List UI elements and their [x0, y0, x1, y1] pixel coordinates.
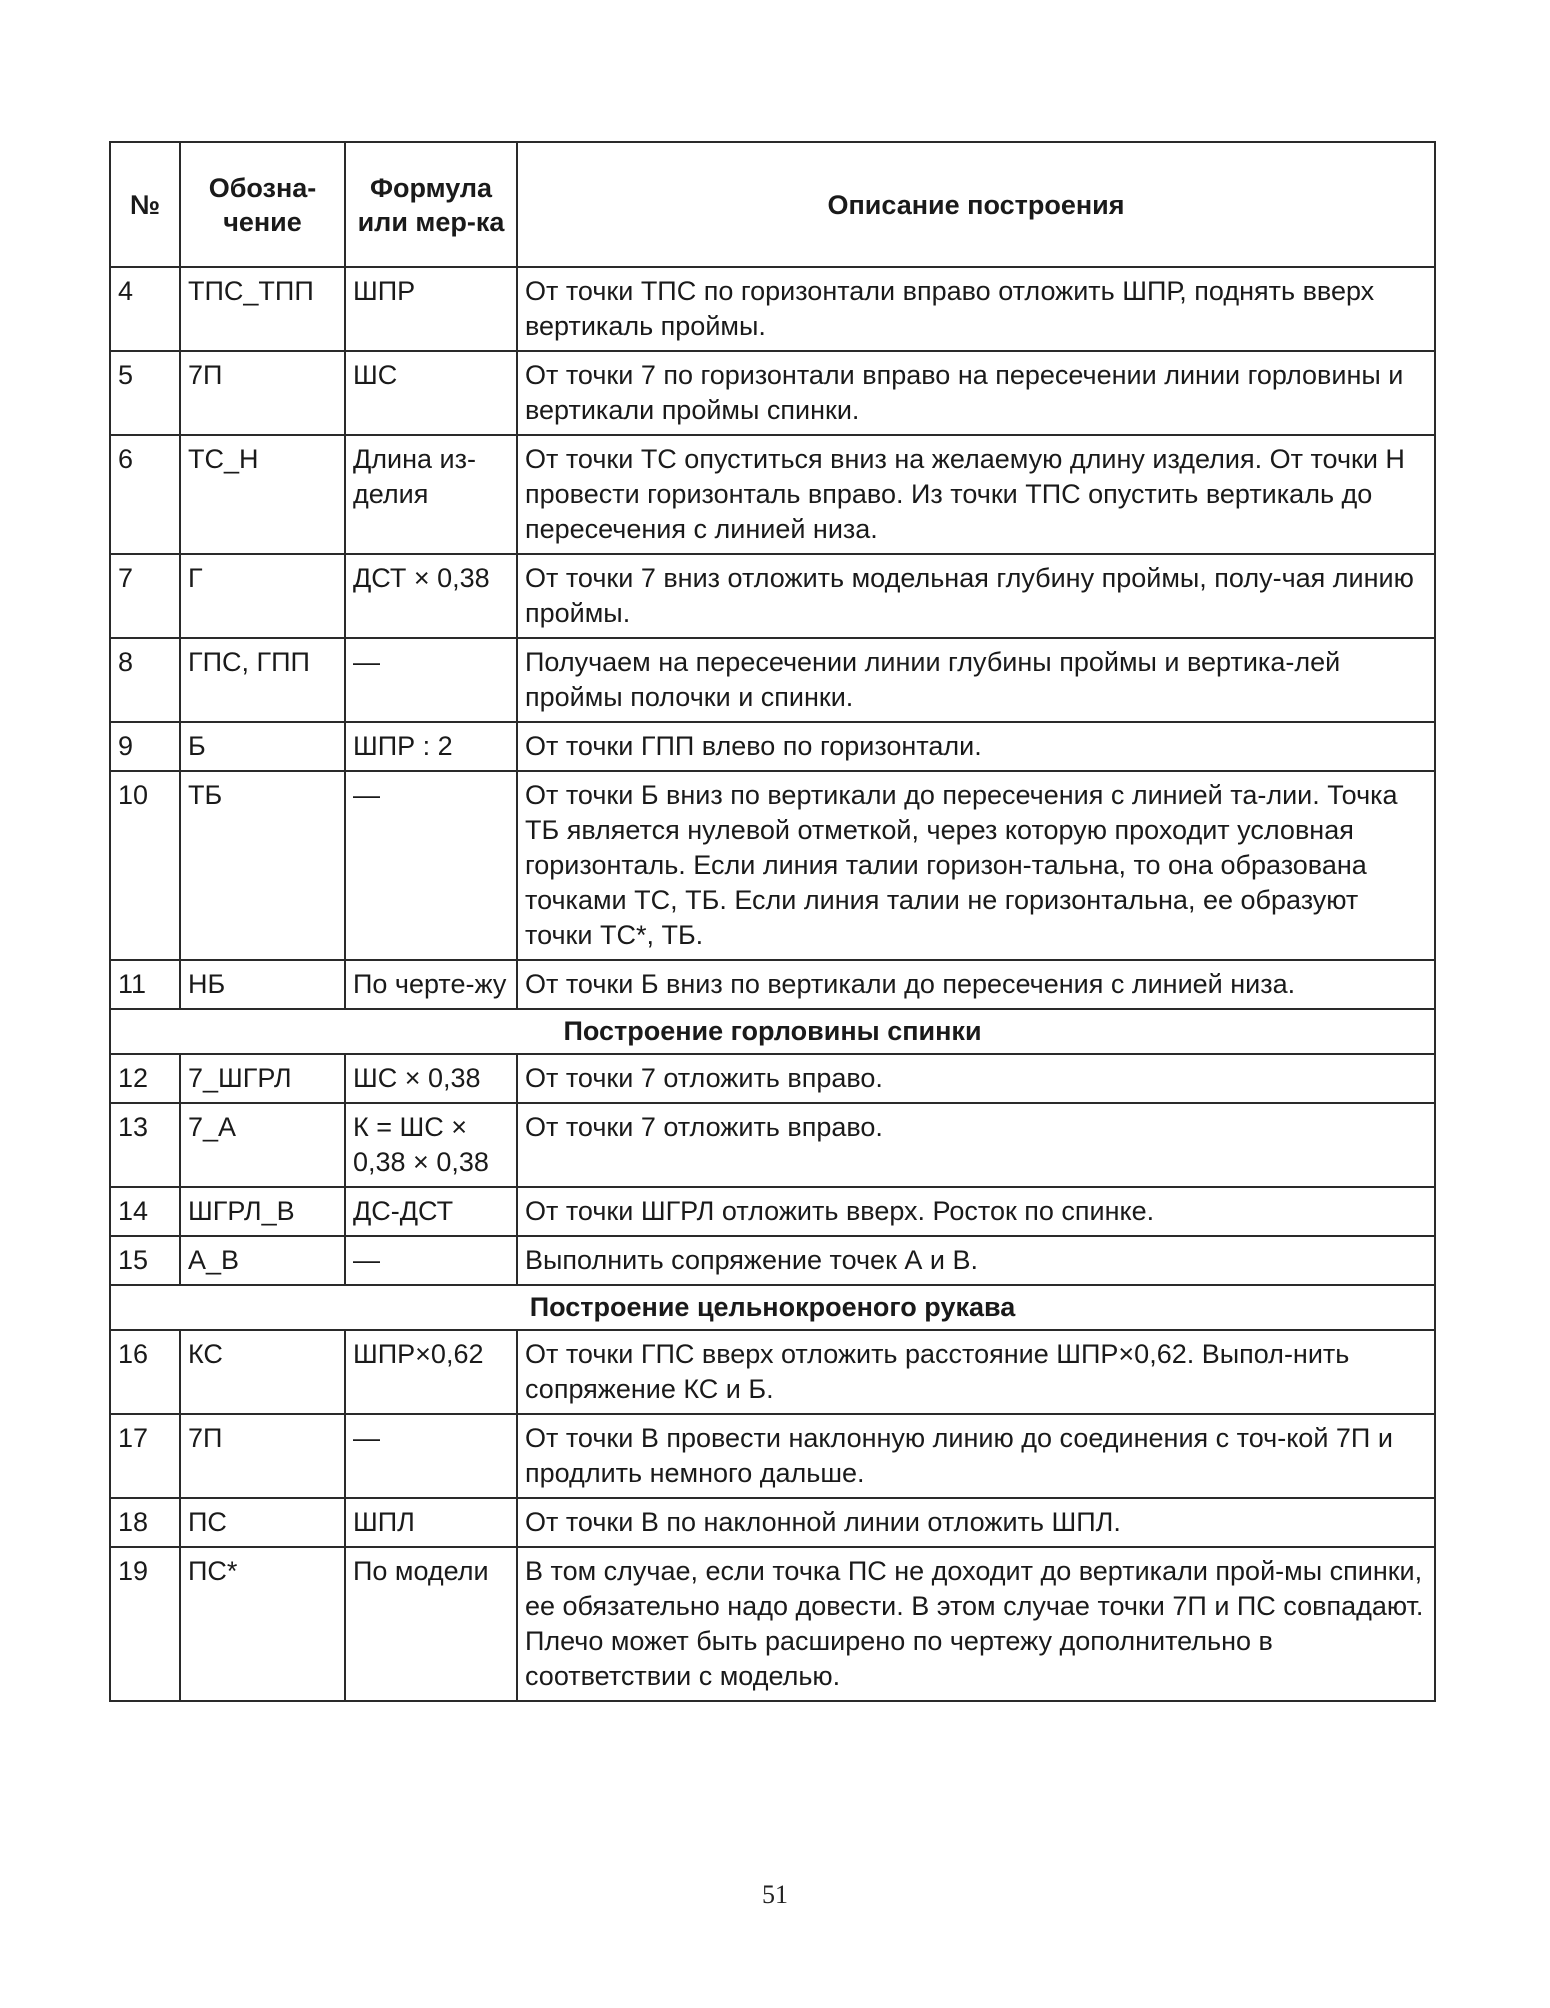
row-number-cell: 19 — [110, 1547, 180, 1701]
section-row — [110, 1009, 1435, 1054]
designation-cell: ТБ — [180, 771, 345, 960]
header-number: № — [110, 142, 180, 267]
formula-cell: ШПР×0,62 — [345, 1330, 517, 1414]
description-cell: От точки Б вниз по вертикали до пересечения с линией та-лии. Точка ТБ является нулевой отметкой, через которую проходит условная горизонталь. Если линия талии горизон-тальна, то она образована точками ТС, ТБ. Если линия талии не горизонтальна, ее образуют точки ТС*, ТБ. — [517, 771, 1435, 960]
formula-cell: ШПР : 2 — [345, 722, 517, 771]
table-row — [110, 1330, 1435, 1414]
table-row — [110, 722, 1435, 771]
designation-cell: ПС — [180, 1498, 345, 1547]
table-row — [110, 1054, 1435, 1103]
description-cell: Выполнить сопряжение точек А и В. — [517, 1236, 1435, 1285]
formula-cell: ШС × 0,38 — [345, 1054, 517, 1103]
designation-cell: НБ — [180, 960, 345, 1009]
table-row — [110, 960, 1435, 1009]
table-header — [110, 142, 1435, 267]
designation-cell: Г — [180, 554, 345, 638]
description-cell: От точки В провести наклонную линию до соединения с точ-кой 7П и продлить немного дальше. — [517, 1414, 1435, 1498]
description-cell: От точки 7 вниз отложить модельная глубину проймы, полу-чая линию проймы. — [517, 554, 1435, 638]
header-description: Описание построения — [517, 142, 1435, 267]
row-number-cell: 4 — [110, 267, 180, 351]
formula-cell: К = ШС × 0,38 × 0,38 — [345, 1103, 517, 1187]
header-row — [110, 142, 1435, 267]
formula-cell: По черте-жу — [345, 960, 517, 1009]
row-number-cell: 5 — [110, 351, 180, 435]
designation-cell: 7П — [180, 351, 345, 435]
table-row — [110, 1414, 1435, 1498]
table-row — [110, 1103, 1435, 1187]
table-row — [110, 638, 1435, 722]
row-number-cell: 13 — [110, 1103, 180, 1187]
row-number-cell: 10 — [110, 771, 180, 960]
construction-table — [109, 141, 1436, 1702]
description-cell: От точки ТС опуститься вниз на желаемую длину изделия. От точки Н провести горизонталь вправо. Из точки ТПС опустить вертикаль до пересечения с линией низа. — [517, 435, 1435, 554]
section-heading: Построение цельнокроеного рукава — [110, 1285, 1435, 1330]
table-body — [110, 267, 1435, 1701]
formula-cell: ШС — [345, 351, 517, 435]
row-number-cell: 7 — [110, 554, 180, 638]
description-cell: От точки ГПС вверх отложить расстояние ШПР×0,62. Выпол-нить сопряжение КС и Б. — [517, 1330, 1435, 1414]
description-cell: От точки 7 отложить вправо. — [517, 1054, 1435, 1103]
row-number-cell: 16 — [110, 1330, 180, 1414]
description-cell: От точки В по наклонной линии отложить ШПЛ. — [517, 1498, 1435, 1547]
row-number-cell: 12 — [110, 1054, 180, 1103]
description-cell: От точки 7 по горизонтали вправо на пересечении линии горловины и вертикали проймы спинки. — [517, 351, 1435, 435]
designation-cell: Б — [180, 722, 345, 771]
designation-cell: КС — [180, 1330, 345, 1414]
section-row — [110, 1285, 1435, 1330]
table-row — [110, 267, 1435, 351]
row-number-cell: 15 — [110, 1236, 180, 1285]
table-row — [110, 1498, 1435, 1547]
row-number-cell: 14 — [110, 1187, 180, 1236]
section-heading: Построение горловины спинки — [110, 1009, 1435, 1054]
table-row — [110, 771, 1435, 960]
formula-cell: ШПЛ — [345, 1498, 517, 1547]
header-designation: Обозна-чение — [180, 142, 345, 267]
formula-cell: — — [345, 1414, 517, 1498]
row-number-cell: 11 — [110, 960, 180, 1009]
row-number-cell: 8 — [110, 638, 180, 722]
table-row — [110, 1547, 1435, 1701]
description-cell: От точки ТПС по горизонтали вправо отложить ШПР, поднять вверх вертикаль проймы. — [517, 267, 1435, 351]
formula-cell: — — [345, 638, 517, 722]
row-number-cell: 9 — [110, 722, 180, 771]
designation-cell: ТС_Н — [180, 435, 345, 554]
row-number-cell: 18 — [110, 1498, 180, 1547]
formula-cell: ДСТ × 0,38 — [345, 554, 517, 638]
description-cell: От точки 7 отложить вправо. — [517, 1103, 1435, 1187]
designation-cell: 7П — [180, 1414, 345, 1498]
formula-cell: — — [345, 1236, 517, 1285]
designation-cell: А_В — [180, 1236, 345, 1285]
description-cell: От точки ШГРЛ отложить вверх. Росток по спинке. — [517, 1187, 1435, 1236]
row-number-cell: 6 — [110, 435, 180, 554]
table-row — [110, 1236, 1435, 1285]
designation-cell: 7_А — [180, 1103, 345, 1187]
formula-cell: Длина из-делия — [345, 435, 517, 554]
table-row — [110, 1187, 1435, 1236]
row-number-cell: 17 — [110, 1414, 180, 1498]
header-formula: Формула или мер-ка — [345, 142, 517, 267]
description-cell: От точки ГПП влево по горизонтали. — [517, 722, 1435, 771]
designation-cell: ГПС, ГПП — [180, 638, 345, 722]
designation-cell: ШГРЛ_В — [180, 1187, 345, 1236]
page-number: 51 — [762, 1880, 788, 1909]
table-row — [110, 351, 1435, 435]
table-row — [110, 554, 1435, 638]
formula-cell: — — [345, 771, 517, 960]
designation-cell: ПС* — [180, 1547, 345, 1701]
designation-cell: ТПС_ТПП — [180, 267, 345, 351]
designation-cell: 7_ШГРЛ — [180, 1054, 345, 1103]
formula-cell: По модели — [345, 1547, 517, 1701]
formula-cell: ШПР — [345, 267, 517, 351]
table-row — [110, 435, 1435, 554]
description-cell: Получаем на пересечении линии глубины проймы и вертика-лей проймы полочки и спинки. — [517, 638, 1435, 722]
formula-cell: ДС-ДСТ — [345, 1187, 517, 1236]
description-cell: От точки Б вниз по вертикали до пересечения с линией низа. — [517, 960, 1435, 1009]
description-cell: В том случае, если точка ПС не доходит до вертикали прой-мы спинки, ее обязательно надо довести. В этом случае точки 7П и ПС совпадают. Плечо может быть расширено по чертежу дополнительно в соответствии с моделью. — [517, 1547, 1435, 1701]
